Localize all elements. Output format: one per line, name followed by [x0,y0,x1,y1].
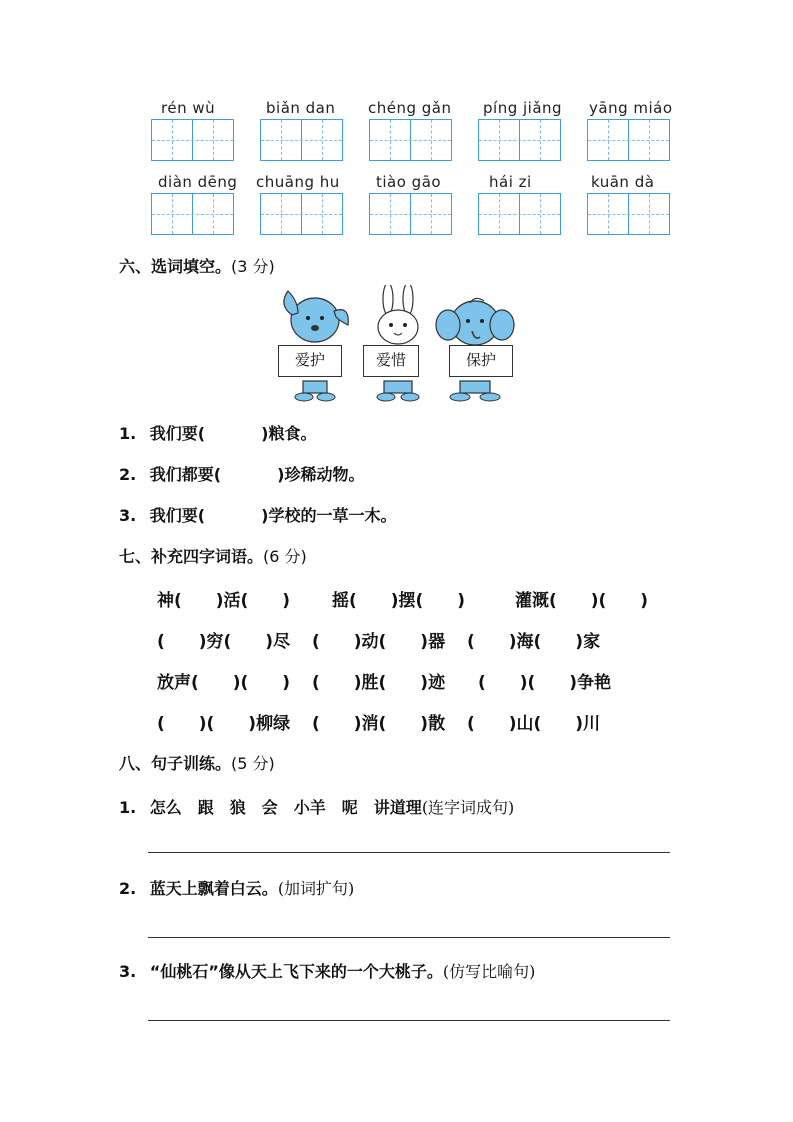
question-pre: 我们都要( [149,465,222,484]
answer-line[interactable] [148,937,670,938]
word-sign: 爱护 [278,345,342,377]
question-post: )珍稀动物。 [277,465,365,484]
question-hint: (仿写比喻句) [442,962,536,981]
fill-question [119,462,364,485]
idiom-item[interactable]: 灌溉( )( ) [515,591,649,611]
question-post: )学校的一草一木。 [261,506,397,525]
question-pre: 我们要( [149,424,206,443]
idiom-item[interactable]: ( )( )争艳 [478,673,612,693]
answer-line[interactable] [148,852,670,853]
writing-box[interactable] [260,193,343,235]
sentence-question [119,795,514,818]
sentence-question [119,959,535,982]
writing-box[interactable] [478,119,561,161]
question-hint: (连字词成句) [421,798,515,817]
fill-question [119,421,316,444]
question-number: 2. [119,879,137,898]
pinyin-label: chuāng hu [256,173,340,191]
writing-box[interactable] [260,119,343,161]
word-sign: 爱惜 [363,345,419,377]
question-number: 2. [119,465,137,484]
section-points: (5 分) [231,754,275,773]
idiom-item[interactable]: ( )海( )家 [467,632,601,652]
rabbit-icon [377,285,419,401]
question-text: “仙桃石”像从天上飞下来的一个大桃子。 [149,962,443,981]
section-title [119,254,275,277]
idiom-item[interactable]: ( )消( )散 [312,714,446,734]
question-text: 蓝天上飘着白云。 [149,879,278,898]
idiom-item[interactable]: ( )穷( )尽 [157,632,291,652]
idiom-item[interactable]: ( )胜( )迹 [312,673,446,693]
pinyin-label: diàn dēng [158,173,238,191]
writing-box[interactable] [369,193,452,235]
idiom-item[interactable]: ( )山( )川 [467,714,601,734]
section-title [119,751,275,774]
idiom-item[interactable]: 摇( )摆( ) [332,591,466,611]
section-title-text: 八、句子训练。 [119,754,232,773]
question-pre: 我们要( [149,506,206,525]
pinyin-label: biǎn dan [266,99,336,117]
writing-box[interactable] [369,119,452,161]
animal-illustration [270,285,530,403]
pinyin-label: píng jiǎng [483,99,563,117]
pinyin-label: rén wù [161,99,216,117]
idiom-item[interactable]: ( )动( )器 [312,632,446,652]
question-number: 1. [119,424,137,443]
section-title-text: 七、补充四字词语。 [119,547,264,566]
section-title [119,544,307,567]
question-text: 怎么 跟 狼 会 小羊 呢 讲道理 [149,798,422,817]
word-sign: 保护 [449,345,513,377]
section-points: (6 分) [263,547,307,566]
answer-line[interactable] [148,1020,670,1021]
question-post: )粮食。 [261,424,317,443]
pinyin-label: yāng miáo [589,99,673,117]
section-title-text: 六、选词填空。 [119,257,232,276]
writing-box[interactable] [587,119,670,161]
sentence-question [119,876,354,899]
pinyin-label: hái zi [489,173,532,191]
question-number: 3. [119,962,137,981]
idiom-item[interactable]: ( )( )柳绿 [157,714,291,734]
writing-box[interactable] [151,119,234,161]
question-number: 1. [119,798,137,817]
idiom-item[interactable]: 神( )活( ) [157,591,291,611]
question-hint: (加词扩句) [277,879,355,898]
fill-question [119,503,396,526]
question-number: 3. [119,506,137,525]
pinyin-label: kuān dà [591,173,655,191]
pinyin-label: chéng gǎn [368,99,452,117]
writing-box[interactable] [478,193,561,235]
writing-box[interactable] [151,193,234,235]
pinyin-label: tiào gāo [376,173,442,191]
writing-box[interactable] [587,193,670,235]
section-points: (3 分) [231,257,275,276]
idiom-item[interactable]: 放声( )( ) [157,673,291,693]
